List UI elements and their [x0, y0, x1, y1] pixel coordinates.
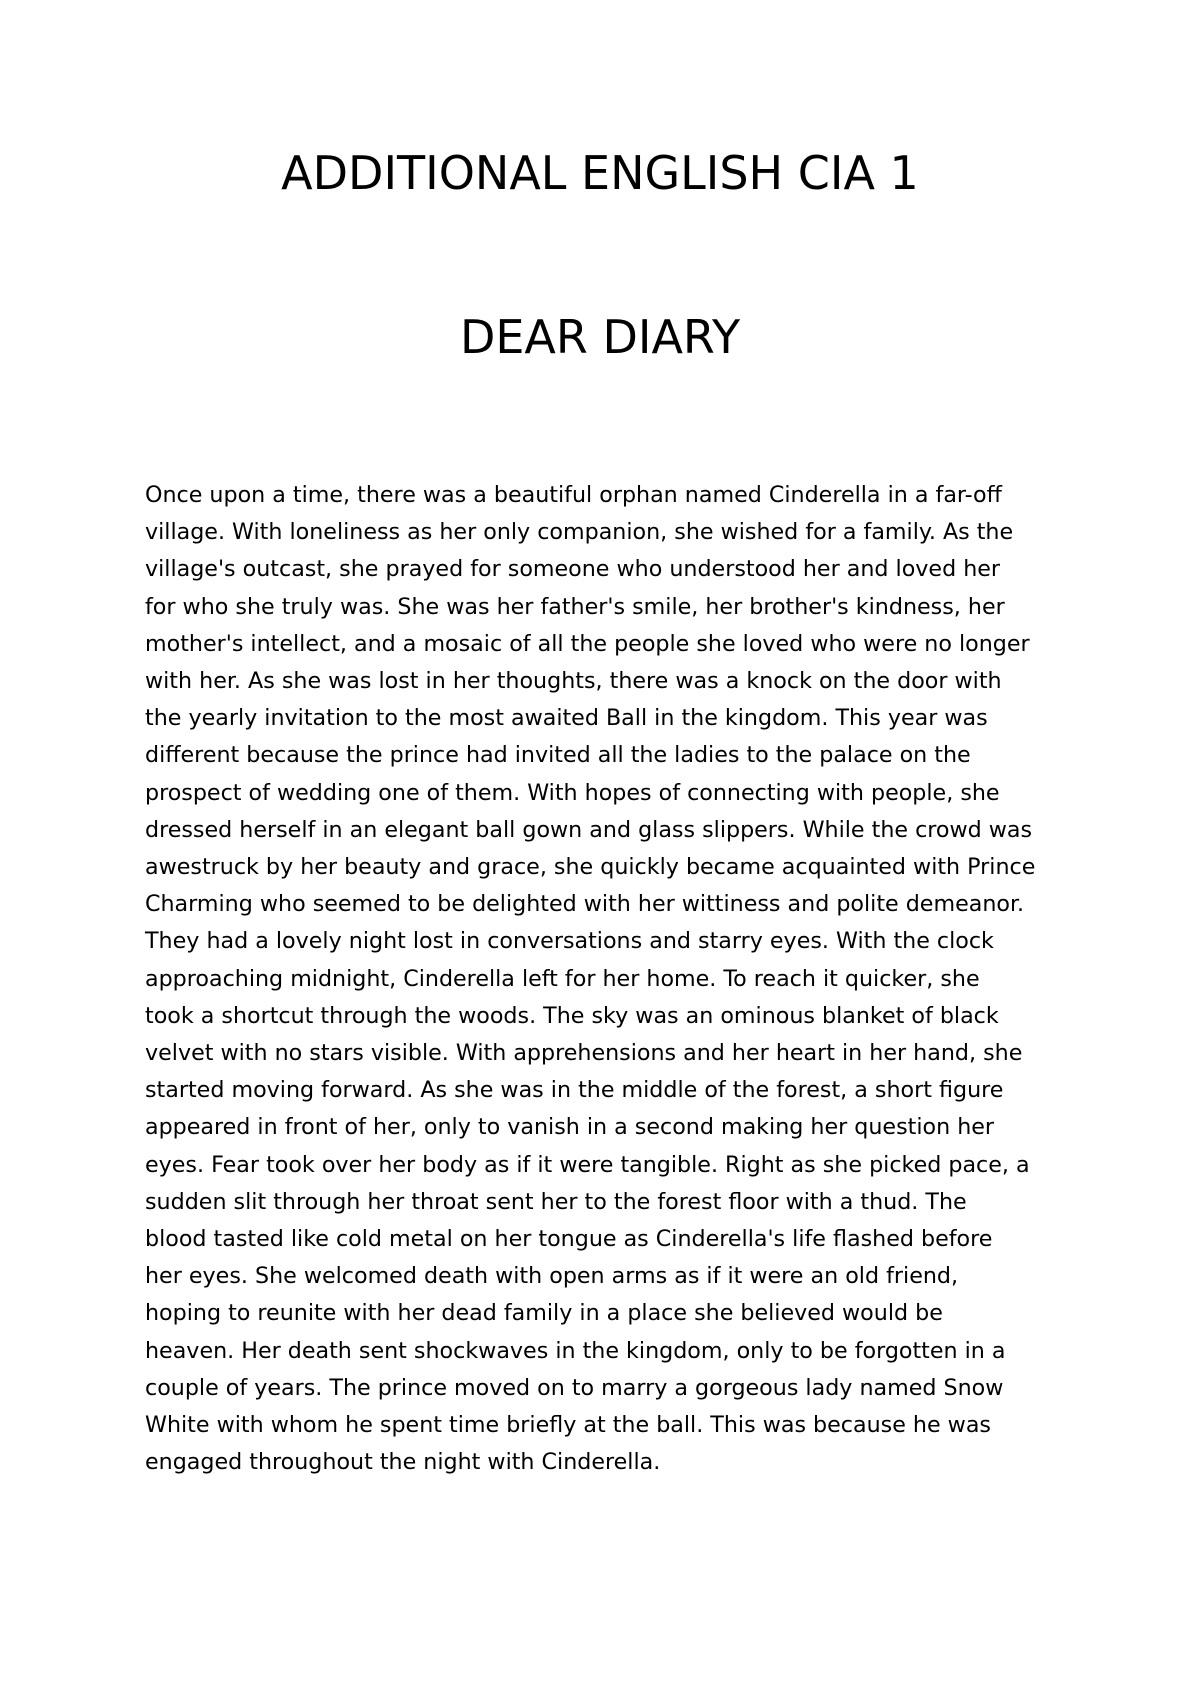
body-line: Once upon a time, there was a beautiful orphan named Cinderella in a far-off [145, 482, 1002, 508]
body-line: approaching midnight, Cinderella left for her home. To reach it quicker, she [145, 965, 980, 992]
body-line: hoping to reunite with her dead family in a place she believed would be [145, 1300, 943, 1327]
body-line: eyes. Fear took over her body as if it were tangible. Right as she picked pace, a [145, 1151, 1030, 1178]
body-line: White with whom he spent time briefly at the ball. This was because he was [145, 1412, 991, 1439]
body-line: different because the prince had invited all the ladies to the palace on the [145, 742, 971, 769]
body-line: Charming who seemed to be delighted with her wittiness and polite demeanor. [145, 891, 1025, 918]
body-line: started moving forward. As she was in the middle of the forest, a short figure [145, 1077, 1004, 1104]
body-line: blood tasted like cold metal on her tongue as Cinderella's life flashed before [145, 1226, 993, 1253]
body-line: velvet with no stars visible. With apprehensions and her heart in her hand, she [145, 1040, 1023, 1067]
body-line: took a shortcut through the woods. The sky was an ominous blanket of black [145, 1002, 999, 1029]
body-line: her eyes. She welcomed death with open arms as if it were an old friend, [145, 1263, 959, 1290]
body-line: couple of years. The prince moved on to marry a gorgeous lady named Snow [145, 1374, 1004, 1401]
body-line: with her. As she was lost in her thoughts, there was a knock on the door with [145, 668, 1002, 695]
body-line: prospect of wedding one of them. With hopes of connecting with people, she [145, 779, 1000, 806]
body-line: engaged throughout the night with Cinderella. [145, 1449, 661, 1476]
body-line: They had a lovely night lost in conversations and starry eyes. With the clock [145, 928, 994, 955]
body-line: village. With loneliness as her only companion, she wished for a family. As the [145, 519, 1014, 546]
body-line: the yearly invitation to the most awaited Ball in the kingdom. This year was [145, 705, 988, 732]
body-line: awestruck by her beauty and grace, she quickly became acquainted with Prince [145, 854, 1036, 881]
body-line: dressed herself in an elegant ball gown and glass slippers. While the crowd was [145, 816, 1033, 843]
body-line: sudden slit through her throat sent her to the forest floor with a thud. The [145, 1188, 967, 1215]
body-line: village's outcast, she prayed for someone who understood her and loved her [145, 556, 1001, 583]
body-line: appeared in front of her, only to vanish in a second making her question her [145, 1114, 995, 1141]
document-subtitle: DEAR DIARY [459, 310, 741, 364]
body-line: mother's intellect, and a mosaic of all the people she loved who were no longer [145, 630, 1030, 657]
document-title: ADDITIONAL ENGLISH CIA 1 [281, 146, 919, 200]
body-line: for who she truly was. She was her father's smile, her brother's kindness, her [145, 593, 1005, 620]
body-line: heaven. Her death sent shockwaves in the kingdom, only to be forgotten in a [145, 1337, 1006, 1364]
body-paragraph [145, 477, 1075, 1481]
